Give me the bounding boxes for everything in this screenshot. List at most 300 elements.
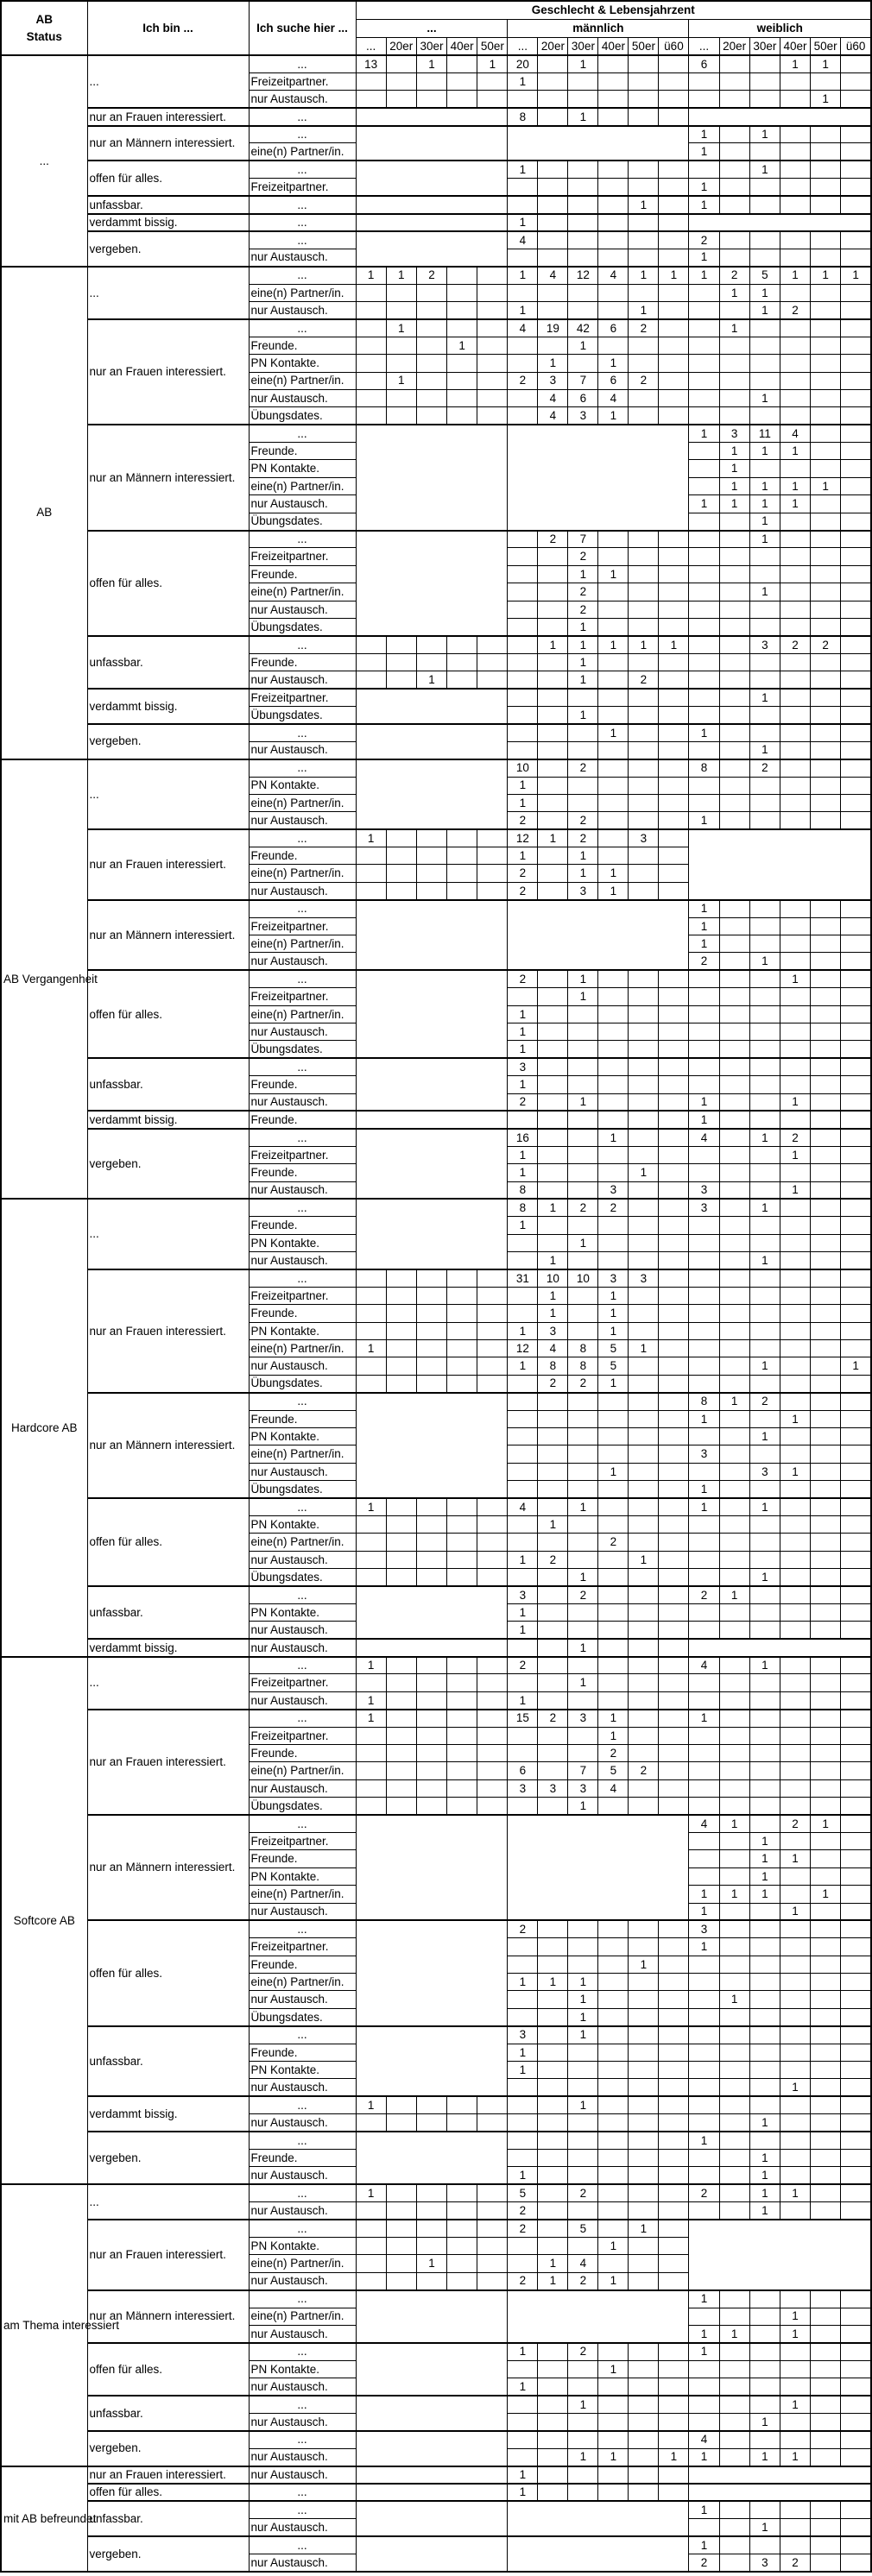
count-female-50s — [811, 407, 841, 425]
count-male-20s — [538, 1181, 568, 1199]
count-female-20s — [719, 161, 749, 178]
count-male-40s — [598, 777, 629, 794]
count-male-40s: 1 — [598, 1305, 629, 1322]
count-female-over60 — [841, 1657, 871, 1674]
count-female-40s — [780, 812, 810, 829]
count-male-20s — [538, 2062, 568, 2079]
count-male-30s — [568, 2413, 598, 2430]
ich-bin-cell: offen für alles. — [87, 2484, 249, 2501]
table-row — [1, 1586, 871, 1603]
count-female-30s: 1 — [749, 583, 780, 601]
count-female-50s: 1 — [811, 1886, 841, 1903]
count-male-over60 — [659, 1657, 689, 1674]
count-male-unspecified — [508, 1727, 538, 1744]
count-male-30s — [568, 1534, 598, 1551]
count-any-50s — [477, 653, 508, 671]
count-female-over60 — [841, 741, 871, 759]
count-male-30s — [568, 689, 598, 706]
count-female-20s — [719, 2114, 749, 2132]
table-row — [1, 689, 871, 706]
count-male-40s: 4 — [598, 1779, 629, 1797]
count-male-50s — [629, 72, 659, 90]
count-female-20s — [719, 2519, 749, 2536]
count-male-50s — [629, 1375, 659, 1392]
count-female-over60 — [841, 1798, 871, 1815]
count-any-unspecified — [356, 355, 386, 372]
count-female-30s — [749, 72, 780, 90]
count-female-over60 — [841, 1023, 871, 1040]
count-female-over60 — [841, 1129, 871, 1146]
count-female-unspecified — [689, 1551, 719, 1568]
count-female-50s — [811, 460, 841, 477]
ich-suche-cell: ... — [249, 267, 356, 284]
count-female-40s — [780, 1287, 810, 1304]
count-any-unspecified — [356, 319, 386, 337]
count-female-over60 — [841, 1674, 871, 1691]
count-male-50s — [629, 2484, 659, 2501]
count-female-30s — [749, 407, 780, 425]
ich-suche-cell: ... — [249, 2484, 356, 2501]
count-male-30s: 2 — [568, 583, 598, 601]
count-male-unspecified — [508, 2114, 538, 2132]
count-male-40s — [598, 2096, 629, 2113]
table-row — [1, 2096, 871, 2113]
count-male-40s: 1 — [598, 636, 629, 653]
count-male-over60 — [659, 1463, 689, 1480]
count-male-30s: 1 — [568, 1974, 598, 1991]
count-female-20s — [719, 355, 749, 372]
count-female-40s — [780, 91, 810, 108]
count-any-unspecified — [356, 2114, 386, 2132]
count-male-unspecified: 15 — [508, 1710, 538, 1727]
count-any-unspecified — [356, 671, 386, 689]
count-male-40s — [598, 741, 629, 759]
count-female-20s — [719, 601, 749, 618]
count-any-unspecified — [356, 407, 386, 425]
header-group-any: ... — [356, 19, 508, 37]
count-female-50s — [811, 355, 841, 372]
count-male-unspecified — [508, 389, 538, 406]
count-male-50s — [629, 653, 659, 671]
count-male-40s — [598, 653, 629, 671]
count-male-50s — [629, 777, 659, 794]
count-female-30s — [749, 1111, 780, 1128]
ich-suche-cell: ... — [249, 1199, 356, 1216]
table-row — [1, 1657, 871, 1674]
count-female-40s — [780, 1886, 810, 1903]
table-row — [1, 196, 871, 213]
count-male-40s — [598, 583, 629, 601]
count-male-50s — [629, 91, 659, 108]
count-female-30s — [749, 249, 780, 266]
count-male-40s — [598, 1920, 629, 1937]
count-female-unspecified: 1 — [689, 425, 719, 442]
count-female-30s — [749, 1445, 780, 1463]
count-female-over60 — [841, 1974, 871, 1991]
count-male-unspecified — [508, 1534, 538, 1551]
count-male-over60 — [659, 619, 689, 636]
ich-bin-cell: nur an Frauen interessiert. — [87, 829, 249, 900]
count-any-50s — [477, 1305, 508, 1322]
count-any-30s — [416, 301, 446, 318]
count-any-40s: 1 — [447, 337, 477, 354]
count-male-50s — [629, 2237, 659, 2254]
count-male-20s — [538, 1129, 568, 1146]
count-male-over60 — [659, 372, 689, 389]
count-any-20s — [386, 2114, 416, 2132]
ich-suche-cell: Übungsdates. — [249, 1481, 356, 1498]
count-any-unspecified — [356, 653, 386, 671]
table-row — [1, 724, 871, 741]
ich-suche-cell: ... — [249, 425, 356, 442]
count-female-20s — [719, 1005, 749, 1023]
count-male-over60 — [659, 179, 689, 196]
count-female-50s — [811, 1515, 841, 1533]
ich-suche-cell: nur Austausch. — [249, 91, 356, 108]
count-any-50s — [477, 1657, 508, 1674]
count-male-50s — [629, 1111, 659, 1128]
count-female-unspecified — [689, 1534, 719, 1551]
count-female-over60 — [841, 548, 871, 565]
count-any-30s — [416, 829, 446, 847]
count-male-20s — [538, 1991, 568, 2008]
count-any-20s — [386, 355, 416, 372]
count-any-30s — [416, 865, 446, 882]
count-male-40s: 1 — [598, 2360, 629, 2378]
count-any-20s — [386, 91, 416, 108]
count-male-30s — [568, 1252, 598, 1269]
ich-suche-cell: Freunde. — [249, 443, 356, 460]
count-male-unspecified: 2 — [508, 2220, 538, 2237]
empty-merged-any-cell — [356, 970, 508, 1058]
ab-status-cell: Hardcore AB — [1, 1199, 87, 1656]
count-male-40s — [598, 249, 629, 266]
count-any-20s — [386, 1534, 416, 1551]
count-any-30s — [416, 1305, 446, 1322]
ich-suche-cell: nur Austausch. — [249, 2202, 356, 2220]
count-male-unspecified: 1 — [508, 777, 538, 794]
count-female-50s — [811, 231, 841, 249]
count-female-unspecified — [689, 1745, 719, 1762]
count-male-over60 — [659, 1322, 689, 1339]
count-any-40s — [447, 1322, 477, 1339]
count-female-over60 — [841, 531, 871, 548]
count-female-over60 — [841, 619, 871, 636]
count-male-40s — [598, 1691, 629, 1709]
count-male-over60 — [659, 355, 689, 372]
count-female-over60 — [841, 355, 871, 372]
empty-merged-male-cell — [508, 126, 689, 161]
count-female-over60 — [841, 759, 871, 777]
count-male-20s: 4 — [538, 267, 568, 284]
count-female-over60 — [841, 1920, 871, 1937]
count-female-unspecified — [689, 970, 719, 987]
count-female-40s: 1 — [780, 1410, 810, 1427]
count-female-unspecified — [689, 565, 719, 583]
count-any-30s — [416, 337, 446, 354]
count-any-30s — [416, 389, 446, 406]
count-any-unspecified — [356, 2272, 386, 2289]
ich-suche-cell: nur Austausch. — [249, 2554, 356, 2571]
count-male-50s — [629, 1305, 659, 1322]
ich-bin-cell: offen für alles. — [87, 970, 249, 1058]
count-female-over60 — [841, 1815, 871, 1832]
count-female-30s — [749, 1674, 780, 1691]
count-any-unspecified: 1 — [356, 1710, 386, 1727]
count-male-over60 — [659, 531, 689, 548]
count-male-over60 — [659, 689, 689, 706]
count-female-30s — [749, 671, 780, 689]
count-female-50s: 1 — [811, 55, 841, 72]
count-female-unspecified — [689, 72, 719, 90]
count-male-40s — [598, 794, 629, 811]
count-male-40s — [598, 1445, 629, 1463]
ich-suche-cell: nur Austausch. — [249, 2272, 356, 2289]
count-female-50s — [811, 495, 841, 513]
count-female-over60 — [841, 1534, 871, 1551]
count-female-50s — [811, 724, 841, 741]
count-female-unspecified — [689, 2044, 719, 2061]
count-any-20s — [386, 1727, 416, 1744]
count-any-30s — [416, 1357, 446, 1375]
count-female-30s — [749, 1710, 780, 1727]
count-female-40s: 1 — [780, 2396, 810, 2413]
count-male-unspecified: 1 — [508, 1164, 538, 1181]
ich-suche-cell: ... — [249, 1058, 356, 1075]
count-female-30s — [749, 143, 780, 161]
count-male-50s — [629, 161, 659, 178]
count-male-50s — [629, 1023, 659, 1040]
ich-suche-cell: ... — [249, 2501, 356, 2518]
count-male-40s: 1 — [598, 865, 629, 882]
count-male-50s — [629, 970, 659, 987]
ich-suche-cell: nur Austausch. — [249, 671, 356, 689]
count-male-30s: 1 — [568, 671, 598, 689]
ich-bin-cell: unfassbar. — [87, 1586, 249, 1639]
count-female-50s — [811, 1234, 841, 1251]
count-any-40s — [447, 2237, 477, 2254]
count-female-over60 — [841, 2343, 871, 2360]
count-female-unspecified — [689, 706, 719, 723]
count-male-unspecified: 2 — [508, 2202, 538, 2220]
count-female-30s: 1 — [749, 161, 780, 178]
count-male-over60 — [659, 2237, 689, 2254]
count-male-20s — [538, 706, 568, 723]
ich-suche-cell: Freizeitpartner. — [249, 1832, 356, 1849]
count-male-50s — [629, 1076, 659, 1093]
count-male-50s — [629, 2114, 659, 2132]
count-male-20s: 19 — [538, 319, 568, 337]
count-any-20s — [386, 2220, 416, 2237]
count-male-40s — [598, 812, 629, 829]
count-female-over60 — [841, 1586, 871, 1603]
count-any-50s — [477, 2272, 508, 2289]
ich-bin-cell: vergeben. — [87, 2132, 249, 2184]
count-any-unspecified — [356, 1305, 386, 1322]
count-any-20s — [386, 1515, 416, 1533]
count-female-30s — [749, 1815, 780, 1832]
count-female-40s: 1 — [780, 267, 810, 284]
count-any-50s — [477, 2202, 508, 2220]
count-female-50s — [811, 2026, 841, 2044]
count-male-30s: 1 — [568, 2096, 598, 2113]
count-female-50s — [811, 601, 841, 618]
count-any-unspecified — [356, 72, 386, 90]
count-male-30s: 2 — [568, 2343, 598, 2360]
count-female-50s — [811, 1146, 841, 1163]
count-female-50s — [811, 812, 841, 829]
count-female-40s: 1 — [780, 495, 810, 513]
count-any-50s — [477, 355, 508, 372]
count-female-40s — [780, 1234, 810, 1251]
count-male-20s — [538, 2343, 568, 2360]
count-female-30s: 2 — [749, 1393, 780, 1410]
count-any-50s: 1 — [477, 55, 508, 72]
count-female-20s — [719, 1867, 749, 1885]
count-female-over60 — [841, 724, 871, 741]
count-any-unspecified — [356, 2237, 386, 2254]
count-male-40s: 1 — [598, 1287, 629, 1304]
count-female-40s — [780, 284, 810, 301]
count-female-20s — [719, 706, 749, 723]
count-female-30s: 1 — [749, 1199, 780, 1216]
count-female-unspecified: 1 — [689, 196, 719, 213]
count-any-unspecified — [356, 2202, 386, 2220]
count-female-unspecified — [689, 794, 719, 811]
count-male-30s — [568, 72, 598, 90]
count-female-50s — [811, 1041, 841, 1058]
count-male-20s — [538, 1691, 568, 1709]
count-female-20s — [719, 2536, 749, 2554]
table-row — [1, 829, 871, 847]
ich-suche-cell: ... — [249, 759, 356, 777]
count-male-unspecified — [508, 2396, 538, 2413]
count-female-20s — [719, 2501, 749, 2518]
count-female-20s — [719, 1657, 749, 1674]
count-male-unspecified: 2 — [508, 882, 538, 899]
ich-bin-cell: nur an Männern interessiert. — [87, 1393, 249, 1498]
count-female-unspecified — [689, 1375, 719, 1392]
table-row — [1, 2184, 871, 2201]
count-any-50s — [477, 1269, 508, 1287]
count-female-30s — [749, 2431, 780, 2448]
count-male-unspecified: 4 — [508, 1498, 538, 1515]
count-female-50s — [811, 2114, 841, 2132]
count-female-40s — [780, 1005, 810, 1023]
count-male-50s — [629, 1322, 659, 1339]
count-female-over60 — [841, 443, 871, 460]
count-female-unspecified: 3 — [689, 1445, 719, 1463]
count-female-40s — [780, 2044, 810, 2061]
count-female-50s: 1 — [811, 91, 841, 108]
count-male-over60 — [659, 988, 689, 1005]
count-female-40s — [780, 1622, 810, 1639]
count-male-30s: 10 — [568, 1269, 598, 1287]
count-female-40s — [780, 794, 810, 811]
count-female-40s: 1 — [780, 2448, 810, 2466]
count-female-30s — [749, 1974, 780, 1991]
count-male-30s: 1 — [568, 1674, 598, 1691]
count-female-over60 — [841, 2062, 871, 2079]
count-female-40s — [780, 2431, 810, 2448]
header-any-50s: 50er — [477, 37, 508, 55]
count-male-over60 — [659, 2255, 689, 2272]
count-any-50s — [477, 2255, 508, 2272]
count-any-40s — [447, 1340, 477, 1357]
ich-suche-cell: ... — [249, 1586, 356, 1603]
count-female-30s — [749, 2096, 780, 2113]
count-any-30s — [416, 372, 446, 389]
count-any-20s: 1 — [386, 267, 416, 284]
count-male-50s — [629, 1622, 659, 1639]
count-female-unspecified — [689, 1850, 719, 1867]
ich-suche-cell: Freunde. — [249, 1111, 356, 1128]
count-female-30s: 3 — [749, 636, 780, 653]
count-male-40s — [598, 548, 629, 565]
count-male-40s: 3 — [598, 1181, 629, 1199]
count-male-over60 — [659, 777, 689, 794]
count-female-20s: 1 — [719, 477, 749, 494]
count-male-20s — [538, 583, 568, 601]
count-female-unspecified — [689, 1762, 719, 1779]
count-female-40s — [780, 2501, 810, 2518]
count-male-over60 — [659, 2079, 689, 2096]
count-male-50s — [629, 2360, 659, 2378]
count-male-40s — [598, 1586, 629, 1603]
count-female-unspecified — [689, 2202, 719, 2220]
ich-suche-cell: ... — [249, 2026, 356, 2044]
count-male-40s — [598, 619, 629, 636]
count-any-50s — [477, 1745, 508, 1762]
count-female-50s — [811, 2413, 841, 2430]
count-male-40s — [598, 2008, 629, 2025]
ich-suche-cell: Freunde. — [249, 565, 356, 583]
count-male-20s — [538, 671, 568, 689]
count-female-50s — [811, 653, 841, 671]
count-male-40s — [598, 1938, 629, 1956]
count-male-30s — [568, 1023, 598, 1040]
count-female-20s: 1 — [719, 1991, 749, 2008]
count-any-unspecified — [356, 372, 386, 389]
count-male-40s: 1 — [598, 2237, 629, 2254]
count-any-30s — [416, 1710, 446, 1727]
count-male-unspecified: 8 — [508, 1181, 538, 1199]
count-female-30s: 1 — [749, 1252, 780, 1269]
count-male-20s — [538, 2167, 568, 2184]
count-male-20s — [538, 231, 568, 249]
count-female-over60 — [841, 636, 871, 653]
count-male-40s: 1 — [598, 1129, 629, 1146]
count-male-30s: 1 — [568, 847, 598, 865]
count-female-over60 — [841, 1393, 871, 1410]
count-male-30s: 1 — [568, 988, 598, 1005]
count-male-unspecified — [508, 1445, 538, 1463]
count-male-20s — [538, 1427, 568, 1445]
count-male-30s — [568, 1551, 598, 1568]
count-male-40s — [598, 1076, 629, 1093]
count-any-50s — [477, 1340, 508, 1357]
count-male-40s — [598, 2413, 629, 2430]
count-female-40s: 1 — [780, 1093, 810, 1111]
count-female-unspecified: 1 — [689, 2501, 719, 2518]
count-male-20s: 4 — [538, 1340, 568, 1357]
count-female-50s — [811, 2396, 841, 2413]
empty-merged-any-cell — [356, 1586, 508, 1639]
count-male-over60 — [659, 741, 689, 759]
count-male-20s — [538, 1093, 568, 1111]
count-female-30s — [749, 794, 780, 811]
count-male-50s — [629, 988, 659, 1005]
